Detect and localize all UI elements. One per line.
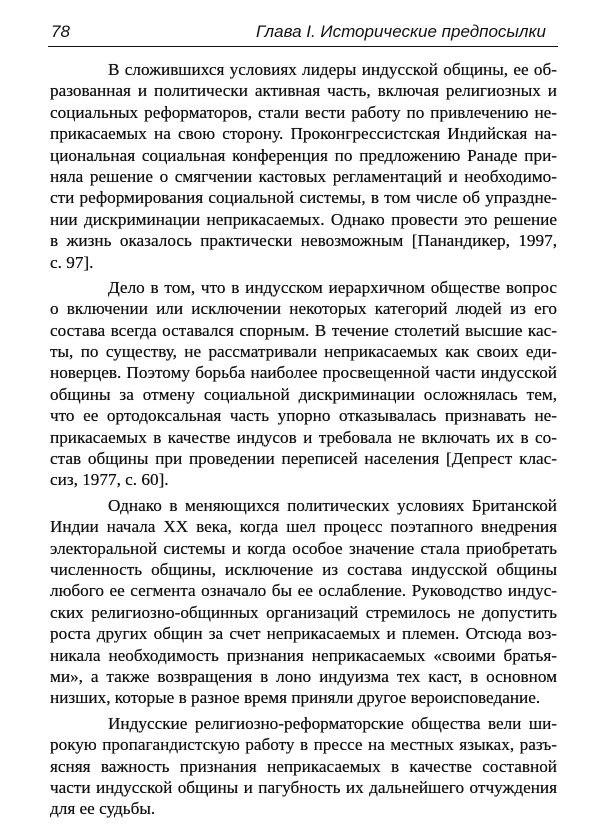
paragraph — [50, 277, 557, 491]
text-line: сти реформирования социальной системы, в том числе об упраздне- — [50, 188, 557, 208]
text-line: никала необходимость признания неприкасаемых «своими братья- — [50, 645, 557, 665]
text-line: численность общины, исключение из состава индусской общины — [50, 559, 557, 579]
text-line: ты, по существу, не рассматривали неприкасаемых как своих еди- — [50, 342, 557, 362]
text-line: роста других общин за счет неприкасаемых и племен. Отсюда воз- — [50, 624, 557, 644]
text-line: сиз, 1977, с. 60]. — [50, 470, 169, 490]
text-line: о включении или исключении некоторых категорий людей из его — [50, 299, 557, 319]
text-line: Дело в том, что в индусском иерархичном обществе вопрос — [108, 277, 557, 297]
text-line: низших, которые в разное время приняли другое вероисповедание. — [50, 688, 541, 708]
text-line: циональная социальная конференция по предложению Ранаде при- — [50, 145, 557, 165]
paragraph — [50, 59, 557, 273]
text-line: прикасаемых в качестве индусов и требовала не включать их в со- — [50, 427, 557, 447]
page-number: 78 — [51, 22, 70, 41]
text-line: с. 97]. — [50, 252, 94, 272]
text-line: став общины при проведении переписей населения [Депрест клас- — [50, 449, 557, 469]
running-header — [48, 20, 558, 47]
text-line: ских религиозно-общинных организаций стремилось не допустить — [50, 602, 557, 622]
text-line: что ее ортодоксальная часть упорно отказывалась признавать не- — [50, 406, 557, 426]
text-line: няла решение о смягчении кастовых регламентаций и необходимо- — [50, 166, 557, 186]
text-line: Однако в меняющихся политических условиях Британской — [108, 495, 557, 515]
text-line: общины за отмену социальной дискриминации осложнялась тем, — [50, 384, 557, 404]
page-body — [50, 59, 557, 824]
paragraph — [50, 495, 557, 709]
text-line: новерцев. Поэтому борьба наиболее просвещенной части индусской — [50, 363, 557, 383]
text-line: электоральной системы и когда особое значение стала приобретать — [50, 538, 557, 558]
text-line: разованная и политически активная часть, включая религиозных и — [50, 81, 557, 101]
text-line: любого ее сегмента означало бы ее ослабление. Руководство индус- — [50, 581, 557, 601]
text-line: Индусские религиозно-реформаторские общества вели ши- — [108, 713, 557, 733]
text-line: прикасаемых на свою сторону. Проконгрессистская Индийская на- — [50, 124, 557, 144]
text-line: нии дискриминации неприкасаемых. Однако провести это решение — [50, 209, 557, 229]
text-line: для ее судьбы. — [50, 799, 156, 819]
text-line: ми», а также возвращения в лоно индуизма тех каст, в основном — [50, 666, 557, 686]
text-line: рокую пропагандистскую работу в прессе на местных языках, разъ- — [50, 735, 557, 755]
text-line: состава всегда оставался спорным. В течение столетий высшие кас- — [50, 320, 557, 340]
chapter-title: Глава I. Исторические предпосылки — [256, 22, 546, 41]
text-line: в жизнь оказалось практически невозможным [Панандикер, 1997, — [50, 231, 557, 251]
text-line: Индии начала XX века, когда шел процесс поэтапного внедрения — [50, 517, 557, 537]
text-line: В сложившихся условиях лидеры индусской общины, ее об- — [108, 60, 557, 79]
text-line: ясняя важность признания неприкасаемых в качестве составной — [50, 756, 557, 776]
text-line: социальных реформаторов, стали вести работу по привлечению не- — [50, 102, 557, 122]
text-line: части индусской общины и пагубность их дальнейшего отчуждения — [50, 777, 557, 797]
paragraph — [50, 713, 557, 820]
